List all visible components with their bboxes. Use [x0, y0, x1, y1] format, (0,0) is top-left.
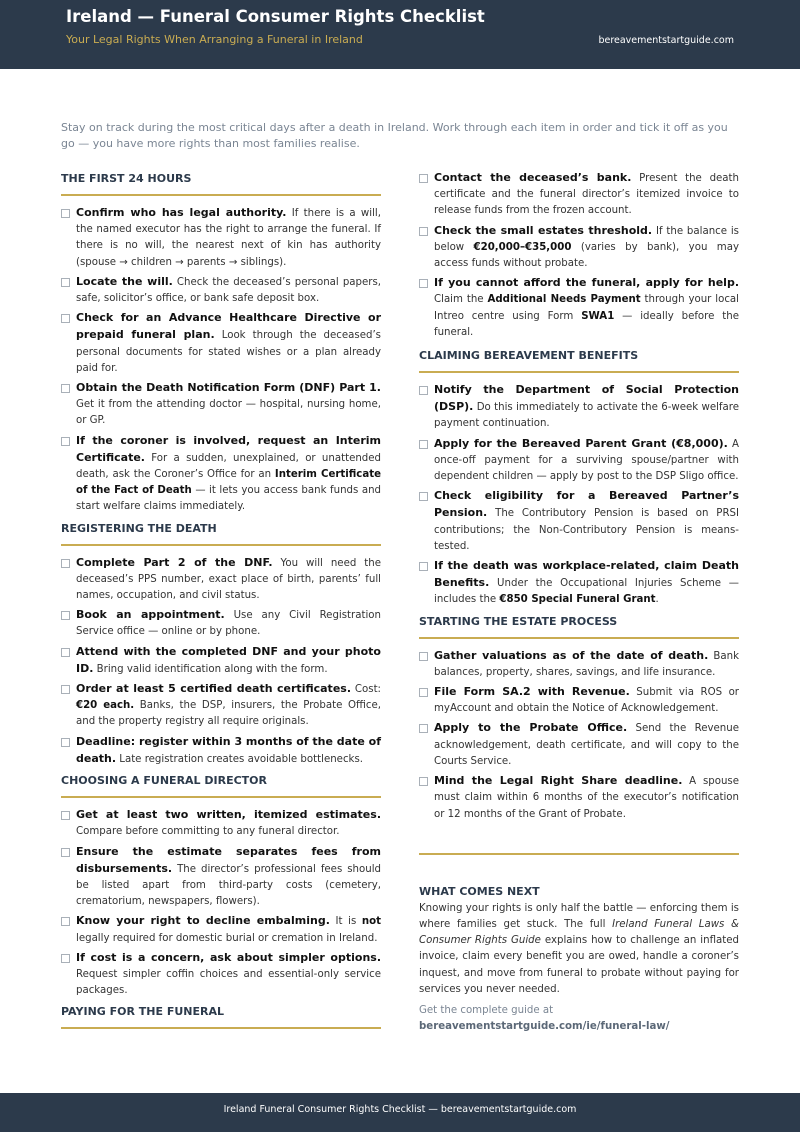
section-divider [61, 796, 381, 798]
item-text: — ideally before the funeral. [434, 310, 739, 338]
item-emphasis: Interim Certificate of the Fact of Death [76, 469, 381, 497]
item-text: — it lets you access bank funds and start welfare claims immediately. [76, 485, 382, 513]
item-lead: Deadline: register within 3 months of the date of death. [76, 734, 381, 765]
item-lead: Apply to the Probate Office. [434, 721, 628, 735]
item-lead: If you cannot afford the funeral, apply for help. [434, 276, 739, 290]
item-text: Send the Revenue acknowledgement, death certificate, and will copy to the Courts Service. [434, 723, 739, 767]
item-text: legally required for domestic burial or cremation in Ireland. [76, 932, 378, 944]
section-title: CLAIMING BEREAVEMENT BENEFITS [419, 349, 639, 363]
section-paying-title [61, 1005, 381, 1029]
item-text: Cost: [351, 684, 381, 696]
section-title: CHOOSING A FUNERAL DIRECTOR [61, 774, 267, 788]
checkbox[interactable] [61, 848, 70, 857]
next-body [419, 901, 739, 998]
section-benefits [419, 349, 739, 609]
checklist-item [61, 844, 381, 911]
checklist-item [61, 555, 381, 605]
section-registering [61, 522, 381, 768]
next-body-text: Knowing your rights is only half the battle — enforcing them is where families get stuck. The full [419, 902, 739, 930]
checkbox[interactable] [419, 652, 428, 661]
page-subtitle: Your Legal Rights When Arranging a Funeral in Ireland [66, 33, 363, 46]
checkbox[interactable] [61, 917, 70, 926]
item-lead: Locate the will. [76, 274, 173, 288]
section-divider [61, 1027, 381, 1029]
checkbox[interactable] [419, 386, 428, 395]
item-emphasis: SWA1 [581, 310, 615, 322]
item-text: Under the Occupational Injuries Scheme — includes the [434, 578, 739, 606]
item-text: You will need the deceased’s PPS number, exact place of birth, parents’ full names, occupation, and civil status. [76, 557, 381, 602]
section-title: REGISTERING THE DEATH [61, 521, 217, 535]
item-lead: Complete Part 2 of the DNF. [76, 555, 273, 569]
item-text: A spouse must claim within 6 months of the executor’s notification or 12 months of the Grant of Probate. [434, 776, 739, 820]
item-text: Check the deceased’s personal papers, safe, solicitor’s office, or bank safe deposit box. [76, 276, 382, 305]
checklist-item [419, 488, 739, 555]
checkbox[interactable] [61, 437, 70, 446]
item-lead: Obtain the Death Notification Form (DNF) Part 1. [76, 381, 381, 395]
item-lead: Mind the Legal Right Share deadline. [434, 774, 683, 788]
item-emphasis: Additional Needs Payment [487, 294, 641, 306]
item-lead: Ensure the estimate separates fees from disbursements. [76, 844, 381, 875]
checklist-item [61, 950, 381, 1000]
checkbox[interactable] [419, 777, 428, 786]
checklist-item [61, 734, 381, 768]
item-text: Get it from the attending doctor — hospital, nursing home, or GP. [76, 399, 381, 427]
item-emphasis: €20,000–€35,000 [473, 241, 572, 253]
checkbox[interactable] [61, 384, 70, 393]
checkbox[interactable] [419, 688, 428, 697]
item-text: Late registration creates avoidable bottlenecks. [116, 753, 363, 765]
item-text: A once-off payment for a surviving spouse/partner with dependent children — apply by post to the DSP Sligo office. [434, 438, 739, 483]
item-lead: Get at least two written, itemized estimates. [76, 808, 381, 822]
section-paying-items [419, 170, 739, 341]
checklist-item [61, 607, 381, 640]
item-lead: Notify the Department of Social Protection (DSP). [434, 383, 739, 414]
checklist-item [61, 681, 381, 731]
item-text: Compare before committing to any funeral director. [76, 826, 340, 838]
section-divider [419, 853, 739, 855]
checklist-item [61, 644, 381, 678]
section-first-24-hours [61, 172, 381, 516]
checklist-item [419, 720, 739, 770]
item-text: Present the death certificate and the funeral director’s itemized invoice to release funds from the frozen account. [434, 173, 739, 217]
checkbox[interactable] [61, 559, 70, 568]
guide-link-label: Get the complete guide at [419, 1004, 554, 1016]
checkbox[interactable] [61, 314, 70, 323]
section-divider [61, 544, 381, 546]
page-header [0, 0, 800, 69]
section-divider [419, 637, 739, 639]
item-lead: If cost is a concern, ask about simpler options. [76, 950, 381, 964]
section-funeral-director [61, 774, 381, 999]
checkbox[interactable] [419, 440, 428, 449]
checklist-item [419, 558, 739, 609]
checklist-item [419, 436, 739, 486]
item-text: . [655, 594, 659, 606]
checkbox[interactable] [61, 738, 70, 747]
right-column [419, 170, 739, 1035]
item-lead: Contact the deceased’s bank. [434, 171, 632, 184]
item-lead: Know your right to decline embalming. [76, 914, 330, 928]
item-lead: Check the small estates threshold. [434, 223, 653, 237]
footer-text: Ireland Funeral Consumer Rights Checklist — bereavementstartguide.com [223, 1104, 577, 1115]
section-divider [419, 371, 739, 373]
item-text: It is [329, 916, 362, 928]
checklist-item [419, 684, 739, 717]
item-text: Use any Civil Registration Service office — online or by phone. [76, 610, 381, 638]
checklist-item [61, 310, 381, 377]
checklist-item [419, 773, 739, 823]
checkbox[interactable] [61, 811, 70, 820]
checkbox[interactable] [61, 685, 70, 694]
section-title: PAYING FOR THE FUNERAL [61, 1005, 225, 1019]
checkbox[interactable] [419, 562, 428, 571]
checklist-item [419, 223, 739, 273]
section-what-comes-next [419, 885, 739, 1035]
item-emphasis: €850 Special Funeral Grant [499, 594, 656, 606]
item-text: through your local Intreo centre using Form [434, 294, 740, 322]
section-title: STARTING THE ESTATE PROCESS [419, 614, 618, 628]
checkbox[interactable] [61, 611, 70, 620]
checklist-item [61, 913, 381, 946]
item-lead: If the death was workplace-related, claim Death Benefits. [434, 559, 739, 590]
checklist-item [419, 275, 739, 341]
item-text: The Contributory Pension is based on PRSI contributions; the Non-Contributory Pension is means-tested. [434, 508, 739, 552]
intro-text: Stay on track during the most critical days after a death in Ireland. Work through each item in order and tick it off as you go — you have more rights than most families realise. [61, 121, 728, 150]
section-title: WHAT COMES NEXT [419, 884, 540, 898]
checkbox[interactable] [61, 278, 70, 287]
item-emphasis: €20 each. [76, 700, 135, 712]
section-estate [419, 615, 739, 823]
checklist-item [61, 274, 381, 307]
item-lead: Order at least 5 certified death certificates. [76, 682, 352, 696]
item-text: If there is a will, the named executor has the right to arrange the funeral. If there is no will, the nearest next of kin has authority (spouse → children → parents → siblings). [76, 208, 381, 268]
guide-link[interactable]: bereavementstartguide.com/ie/funeral-law/ [419, 1020, 670, 1032]
checkbox[interactable] [419, 174, 428, 183]
item-lead: Book an appointment. [76, 608, 225, 622]
item-text: Look through the deceased’s personal documents for stated wishes or a plan already paid for. [76, 330, 381, 374]
checklist-item [61, 380, 381, 430]
left-column [61, 170, 381, 1038]
item-lead: Check for an Advance Healthcare Directive or prepaid funeral plan. [76, 311, 381, 342]
item-text: Request simpler coffin choices and essential-only service packages. [76, 968, 381, 997]
checkbox[interactable] [419, 279, 428, 288]
item-text: Claim the [434, 294, 488, 306]
item-text: Banks, the DSP, insurers, the Probate Office, and the property registry all require originals. [76, 700, 381, 728]
checkbox[interactable] [61, 648, 70, 657]
item-text: For a sudden, unexplained, or unattended death, ask the Coroner’s Office for an [76, 452, 381, 481]
next-body-text: explains how to challenge an inflated invoice, claim every benefit you are owed, handle a coroner’s inquest, and move from funeral to probate without paying for services you never needed. [419, 935, 739, 995]
item-text: Submit via ROS or myAccount and obtain the Notice of Acknowledgement. [434, 687, 739, 715]
item-lead: Gather valuations as of the date of death. [434, 648, 709, 662]
page-footer [0, 1093, 800, 1132]
page-title: Ireland — Funeral Consumer Rights Checklist [66, 7, 485, 26]
item-text: Bank balances, property, shares, savings, and life insurance. [434, 650, 740, 678]
guide-title: Ireland Funeral Laws & Consumer Rights Guide [419, 918, 739, 947]
checklist-item [61, 205, 381, 271]
item-lead: File Form SA.2 with Revenue. [434, 685, 630, 699]
item-text: Do this immediately to activate the 6-week welfare payment continuation. [434, 402, 739, 430]
header-site-link[interactable]: bereavementstartguide.com [598, 35, 734, 46]
checklist-item [61, 433, 381, 516]
checklist-item [61, 807, 381, 840]
item-emphasis: not [361, 916, 381, 928]
checklist-item [419, 382, 739, 433]
section-divider [61, 194, 381, 196]
item-lead: Attend with the completed DNF and your photo ID. [76, 644, 381, 675]
item-lead: Check eligibility for a Bereaved Partner’s Pension. [434, 489, 739, 520]
item-lead: Confirm who has legal authority. [76, 206, 287, 219]
item-text: (varies by bank), you may access funds without probate. [434, 241, 739, 270]
item-text: Bring valid identification along with the form. [93, 663, 328, 675]
checklist-item [419, 648, 739, 681]
checkbox[interactable] [419, 492, 428, 501]
section-title: THE FIRST 24 HOURS [61, 172, 192, 185]
item-lead: If the coroner is involved, request an Interim Certificate. [76, 433, 381, 464]
item-text: The director’s professional fees should be listed apart from third-party costs (cemetery, crematorium, newspapers, flowers). [76, 863, 381, 908]
checkbox[interactable] [61, 209, 70, 218]
checklist-item [419, 170, 739, 220]
checkbox[interactable] [419, 724, 428, 733]
item-text: If the balance is below [434, 225, 739, 253]
checkbox[interactable] [61, 954, 70, 963]
item-lead: Apply for the Bereaved Parent Grant (€8,000). [434, 436, 728, 450]
checkbox[interactable] [419, 227, 428, 236]
